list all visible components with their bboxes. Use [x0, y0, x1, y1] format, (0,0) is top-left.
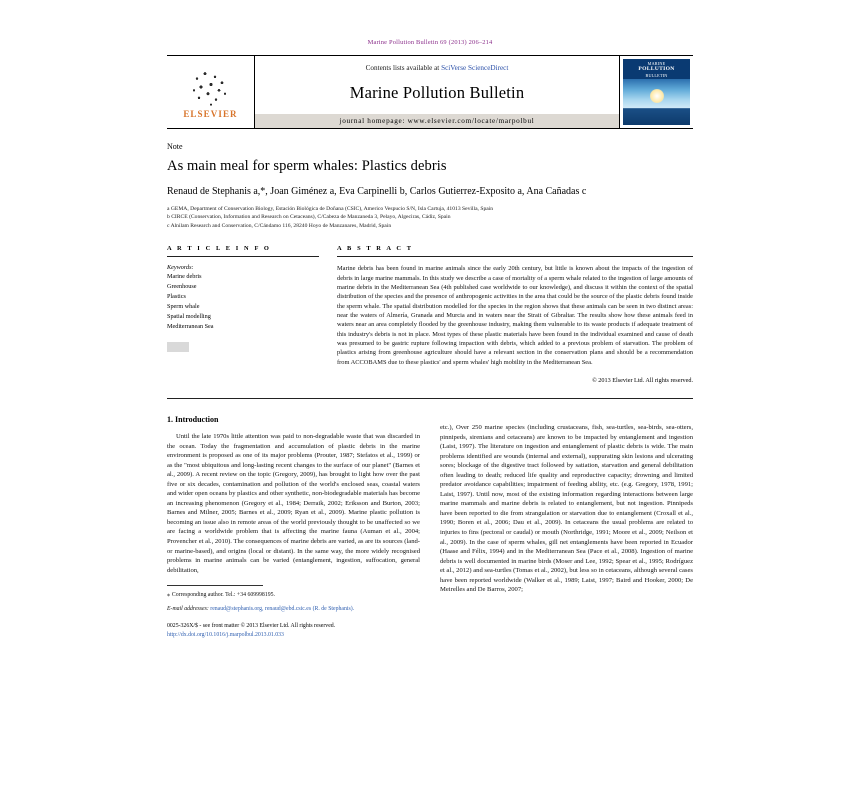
- abstract-text: Marine debris has been found in marine animals since the early 20th century, but little is known about the impacts of the ingestion of debris in large marine mammals. In this study we describe a case of mortality of a sperm whale related to the ingestion of large amounts of marine debris in the Mediterranean Sea (4th published case worldwide to our knowledge), and discuss it within the context of the spatial distribution of the species and the presence of anthropogenic activities in the area that could be the source of the plastic debris found inside the sperm whale. The spatial distribution modelled for the species in the region shows that these animals can be seen in two distinct areas: near the waters of Almería, Granada and Murcia and in waters near the Strait of Gibraltar. The results show how these animals feed in waters near an area completely flooded by the greenhouse industry, making them vulnerable to its waste products if adequate treatment of this industry's debris is not in place. Most types of these plastic materials have been found in the individual examined and cause of death was presumed to be gastric rupture following impaction with debris, which added to a previous problem of starvation. The problem of plastics arising from greenhouse agriculture should have a relevant section in the conservation plans and should be a recommendation from ACCOBAMS due to these plastics' and sperm whales' high mobility in the Mediterranean Sea.: [337, 265, 693, 366]
- bottom-spacer: [167, 614, 420, 654]
- email-addresses[interactable]: renaud@stephanis.org, renaud@ebd.csic.es (R. de Stephanis).: [210, 605, 355, 612]
- keyword-item: Sperm whale: [167, 303, 200, 311]
- corresponding-author-text: Corresponding author. Tel.: +34 609998195.: [171, 592, 275, 599]
- email-label: E-mail addresses:: [167, 605, 209, 612]
- keywords-list: [167, 272, 319, 332]
- info-abstract-block: [167, 245, 693, 384]
- abstract-copyright: © 2013 Elsevier Ltd. All rights reserved.: [592, 376, 693, 384]
- body-column-left: [167, 415, 420, 654]
- sun-icon: [650, 89, 664, 103]
- publisher-name: ELSEVIER: [183, 109, 238, 119]
- doi-link[interactable]: http://dx.doi.org/10.1016/j.marpolbul.2013.01.033: [167, 631, 284, 638]
- affiliation-item: b CIRCE (Conservation, Information and Research on Cetaceans), C/Cabeza de Manzaneda 3, Pelayo, Algeciras, Cádiz, Spain: [167, 214, 451, 221]
- keyword-item: Greenhouse: [167, 283, 197, 291]
- keyword-item: Spatial modelling: [167, 313, 211, 321]
- running-head: Marine Pollution Bulletin 69 (2013) 206–214: [367, 39, 493, 46]
- article-info-column: [167, 245, 319, 384]
- publisher-logo: [167, 56, 255, 128]
- cover-caption-top: MARINE: [647, 61, 666, 66]
- issn-line: 0025-326X/$ - see front matter © 2013 Elsevier Ltd. All rights reserved.: [167, 622, 336, 629]
- page-title: As main meal for sperm whales: Plastics debris: [167, 158, 447, 174]
- affiliation-list: [167, 205, 693, 230]
- email-note: [167, 605, 420, 614]
- affiliation-item: c Alnilam Research and Conservation, C/Cándamo 116, 28240 Hoyo de Manzanares, Madrid, Spain: [167, 222, 392, 229]
- journal-cover: [619, 56, 693, 128]
- corresponding-author-note: [167, 591, 420, 600]
- keyword-item: Mediterranean Sea: [167, 323, 214, 331]
- article-type-label: Note: [167, 142, 183, 151]
- divider: [167, 256, 319, 257]
- contents-prefix: Contents lists available at: [365, 64, 442, 72]
- cover-caption: [623, 59, 690, 79]
- body-column-right: [440, 415, 693, 654]
- section-divider: [167, 398, 693, 399]
- asterisk-icon: ⁎: [167, 592, 170, 599]
- article-info-heading: A R T I C L E I N F O: [167, 245, 271, 253]
- keyword-item: Marine debris: [167, 273, 202, 281]
- cover-image: [623, 59, 690, 125]
- body-paragraph: Until the late 1970s little attention was paid to non-degradable waste that was discarded in the ocean. Today the fragmentation and accumulation of plastic debris in the marine environment is proposed as one of its major problems (Prouter, 1987; Stefatos et al., 1999) or as the "most ubiquitous and long-lasting recent changes to the surface of our planet" (Barnes et al., 2009). A recent review on the topic (Gregory, 2009), has brought to light how over the past five or six decades, contamination and pollution of the world's enclosed seas, coastal waters and wider open oceans by plastics and other synthetic, non-biodegradable materials has become an increasing phenomenon (Gregory et al., 1984; Derraik, 2002; Eriksson and Burton, 2003; Barnes and Milner, 2005; Barnes et al., 2009; Ryan et al., 2009). Marine plastic pollution is becoming an issue also in remote areas of the world previously thought to be unaffected so we are facing a worldwide problem that is affecting the marine fauna (Auman et al., 2004; Provencher et al., 2010). The consequences of marine debris are varied, as are its sources (land- or marine-based), and origins (local or distant). In the same way, the more widely recognised problems in marine animals can be varied (entanglement, ingestion, suffocation, general debilitation,: [167, 432, 420, 574]
- masthead-center: [255, 56, 619, 128]
- abstract-heading: A B S T R A C T: [337, 245, 414, 253]
- sciencedirect-link[interactable]: SciVerse ScienceDirect: [441, 64, 509, 72]
- decorative-block: [167, 342, 189, 352]
- keyword-item: Plastics: [167, 293, 186, 301]
- divider: [337, 256, 693, 257]
- cover-caption-name: POLLUTION: [638, 66, 675, 73]
- elsevier-tree-icon: [186, 66, 236, 108]
- publisher-footer: [167, 622, 420, 640]
- contents-line: [366, 64, 509, 72]
- affiliation-item: a GEMA, Department of Conservation Biology, Estación Biológica de Doñana (CSIC), Americo Vespucio S/N, Isla Cartuja, 41013 Sevilla, Spain: [167, 206, 494, 212]
- keywords-label: Keywords:: [167, 264, 194, 272]
- article-sheet: [167, 28, 693, 768]
- journal-homepage[interactable]: journal homepage: www.elsevier.com/locate/marpolbul: [255, 114, 619, 128]
- article-body: [167, 415, 693, 654]
- author-list: Renaud de Stephanis a,*, Joan Giménez a, Eva Carpinelli b, Carlos Gutierrez-Exposito a, Ana Cañadas c: [167, 186, 587, 197]
- cover-caption-sub: BULLETIN: [645, 73, 668, 79]
- abstract-column: [337, 245, 693, 384]
- footnote-divider: [167, 585, 263, 586]
- journal-title: Marine Pollution Bulletin: [349, 82, 525, 102]
- body-paragraph: etc.), Over 250 marine species (including crustaceans, fish, sea-turtles, sea-birds, sea-otters, pinnipeds, sirenians and cetaceans) are known to be impacted by entanglement and ingestion (Laist, 1997). The literature on ingestion and entanglement of plastic debris is wide. The main problems identified are wounds (internal and external), suppurating skin lesions and ulcerating sores; blockage of the digestive tract followed by satiation, starvation and general debilitation often leading to death; reduced life quality and reproductive capacity; drowning and limited predator avoidance capabilities; impairment of feeding ability, etc. (e.g. Gregory, 1978, 1991; Laist, 1997). Until now, most of the existing information regarding interactions between large marine mammals and marine debris is related to entanglement, but not ingestion. Pinnipeds have been reported to die from strangulation or starvation due to entanglement (Croxall et al., 1990; Boren et al., 2006; Dau et al., 2009). In cetaceans the usual problems are related to injuries to fins (pectoral or caudal) or mouth (Northridge, 1991; Moore et al., 2009; Neilson et al., 2009). In the case of sperm whales, gill net entanglements have been reported in Ecuador (Haase and Félix, 1994) and in the Mediterranean Sea (Pace et al., 2008). Ingestion of marine debris is well documented in marine birds (Moser and Lee, 1992; Spear et al., 1995; Rodríguez et al., 2012) and sea-turtles (Tomas et al., 2002), but less so in cetaceans, although several cases have been reported worldwide (Walker et al., 1989; Laist, 1997; Baird and Hooker, 2000; De Meirelles and De Barros, 2007;: [440, 423, 693, 594]
- journal-masthead: [167, 55, 693, 129]
- section-heading-introduction: 1. Introduction: [167, 414, 219, 424]
